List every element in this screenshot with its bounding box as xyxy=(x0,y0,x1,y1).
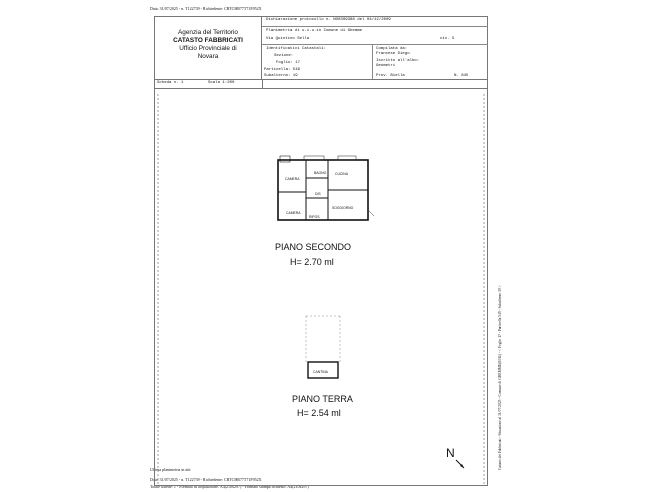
declaration-block xyxy=(262,16,488,79)
room-bagno: BAGNO xyxy=(314,171,327,175)
province: Prov. Biella xyxy=(376,74,405,78)
second-floor-height: H= 2.70 ml xyxy=(290,257,334,267)
room-camera-1: CAMERA xyxy=(285,177,300,181)
room-soggiorno: SOGGIORNO xyxy=(332,206,354,210)
sezione: Sezione: xyxy=(274,54,294,58)
sheet-number: Scheda n. 1 xyxy=(157,81,184,85)
side-stamp-text: Catasto dei Fabbricati - Situazione al 31/07/2025 - Comune di GHEMME(E011) - < Foglio 17 - Particella 549 - Subalterno 19 > xyxy=(498,285,502,470)
agency-catasto: CATASTO FABBRICATI xyxy=(173,37,243,44)
protocol-line: Dichiarazione protocollo n. NO0309388 del 04/12/2009 xyxy=(266,18,391,22)
bottom-request-line: Data: 31/07/2025 - n. T122739 - Richiedente: CRTCHR77T71F952X xyxy=(150,477,262,482)
address-line: Via Quintino Sella xyxy=(266,37,310,41)
register-value: Geometri xyxy=(376,64,396,68)
bottom-format-line: Totale schede: 1 - Formato di acquisizione: A4(210x297) - Formato stampa richiesto: A4(210x297) xyxy=(150,484,309,489)
top-request-line: Data: 31/07/2025 - n. T122739 - Richiedente: CRTCHR77T71F952X xyxy=(150,6,262,11)
ground-floor-height: H= 2.54 ml xyxy=(297,408,341,418)
register-number: N. 845 xyxy=(454,74,469,78)
drawing-frame xyxy=(154,88,488,486)
compiled-by-label: Compilata da: xyxy=(376,47,408,51)
room-cantina: CANTINA xyxy=(313,370,328,374)
subalterno: Subalterno: 19 xyxy=(264,74,298,78)
agency-block xyxy=(154,16,262,79)
room-camera-2: CAMERA xyxy=(286,211,301,215)
side-stamp xyxy=(488,150,502,470)
room-ripostiglio: RIPOS. xyxy=(309,215,321,219)
agency-office: Ufficio Provinciale di xyxy=(179,45,237,52)
scale: Scala 1:200 xyxy=(208,81,235,85)
foglio: Foglio: 17 xyxy=(276,61,301,65)
second-floor-plan xyxy=(268,150,378,230)
agency-name: Agenzia del Territorio xyxy=(178,29,238,36)
ground-floor-title: PIANO TERRA xyxy=(292,394,353,404)
last-planimetry-note: Ultima planimetria in atti xyxy=(150,467,191,472)
compiler-name: Francese Diego xyxy=(376,52,410,56)
room-disimpegno: DIS xyxy=(315,192,321,196)
agency-city: Novara xyxy=(197,53,219,60)
second-floor-title: PIANO SECONDO xyxy=(275,242,352,252)
register-label: Iscritto all'albo: xyxy=(376,59,420,63)
planimetry-line: Planimetria di u.i.u.in Comune di Ghemme xyxy=(266,29,363,33)
north-label: N xyxy=(446,446,455,460)
ids-title: Identificativi Catastali: xyxy=(266,47,327,51)
particella: Particella: 549 xyxy=(264,68,301,72)
civic-number: civ. 5 xyxy=(440,37,455,41)
room-cucina: CUCINA xyxy=(335,172,348,176)
